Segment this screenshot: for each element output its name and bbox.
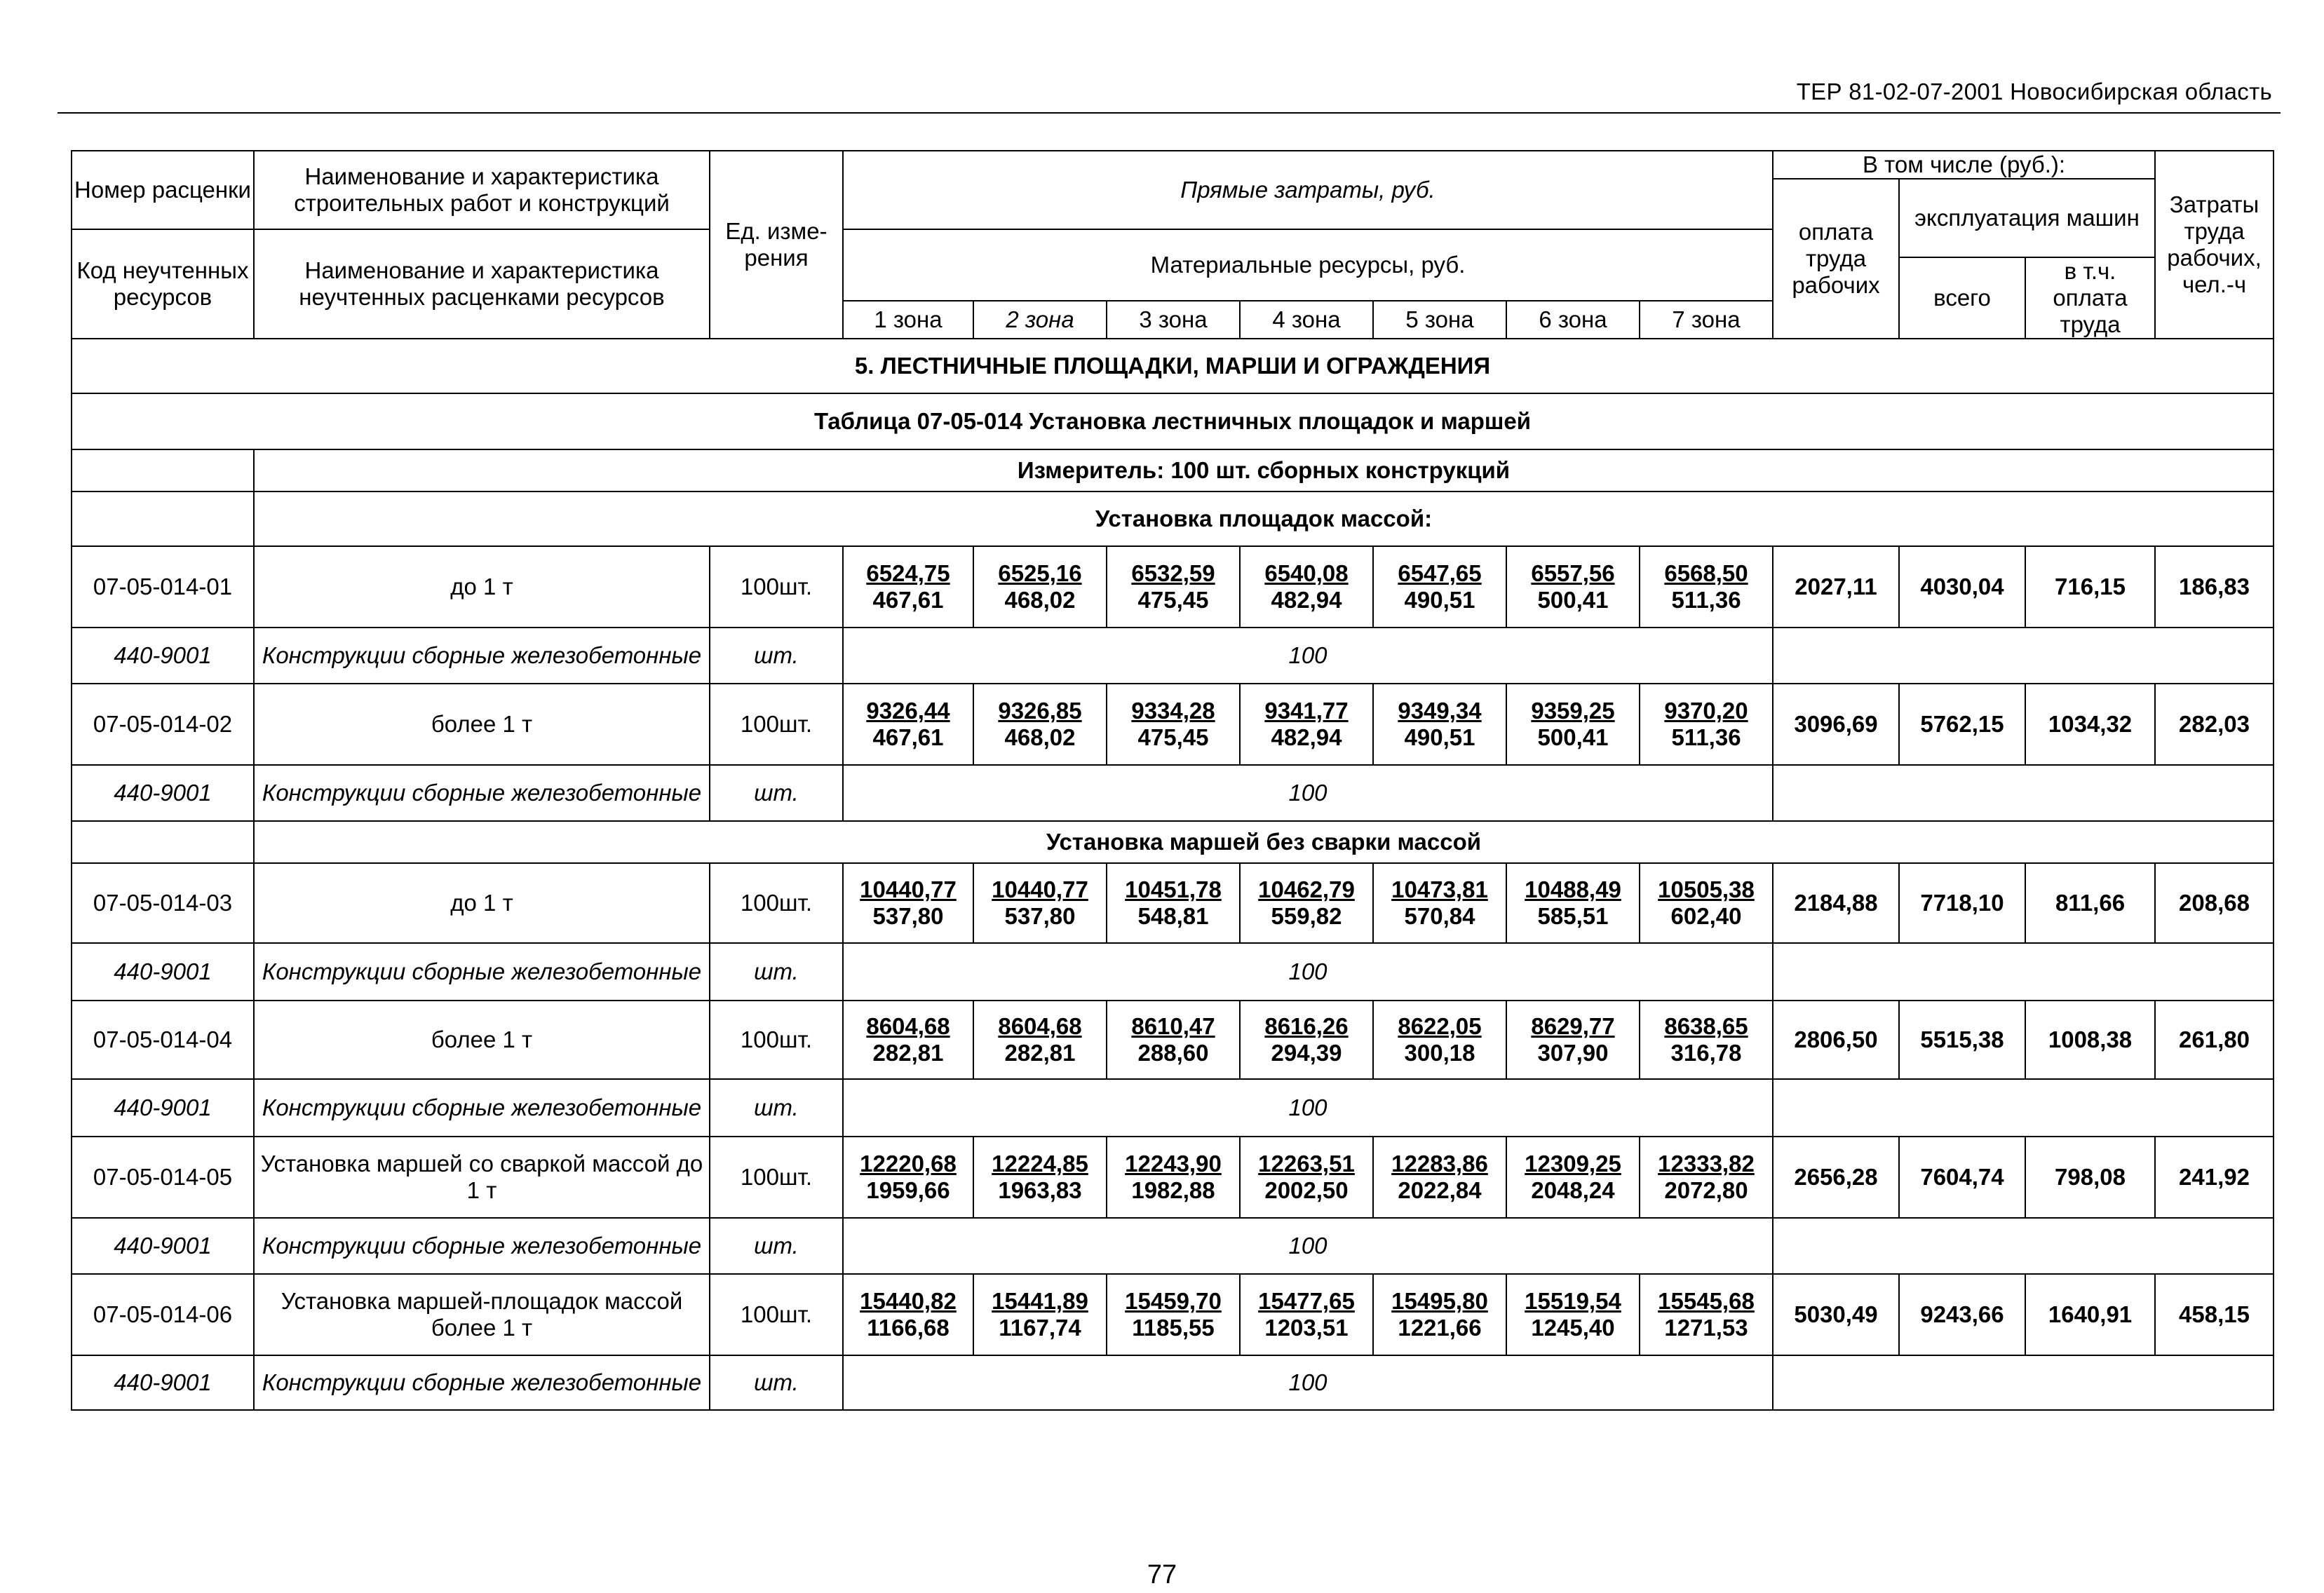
labor-pay: 2027,11 [1773,546,1899,628]
resource-unit: шт. [710,628,843,684]
machines-total: 9243,66 [1899,1274,2025,1355]
price-zone-4: 15477,65 1203,51 [1240,1274,1373,1355]
rate-unit: 100шт. [710,1001,843,1079]
resource-name: Конструкции сборные железобетонные [254,1355,710,1410]
labor-hours: 261,80 [2155,1001,2274,1079]
section-title: 5. ЛЕСТНИЧНЫЕ ПЛОЩАДКИ, МАРШИ И ОГРАЖДЕНИЯ [72,339,2274,393]
resource-qty: 100 [843,943,1773,1001]
resource-qty: 100 [843,1355,1773,1410]
price-zone-2: 15441,89 1167,74 [973,1274,1107,1355]
col-header-number: Номер расценки [72,151,254,229]
rate-name: более 1 т [254,684,710,765]
empty-cell [1773,628,2274,684]
price-zone-4: 6540,08 482,94 [1240,546,1373,628]
resource-unit: шт. [710,1355,843,1410]
rate-unit: 100шт. [710,863,843,943]
col-header-resource-code: Код неучтенных ресурсов [72,229,254,339]
col-header-name: Наименование и характеристика строительных работ и конструкций [254,151,710,229]
labor-pay: 2184,88 [1773,863,1899,943]
price-zone-3: 6532,59 475,45 [1107,546,1240,628]
measurer: Измеритель: 100 шт. сборных конструкций [254,449,2274,492]
table-row [72,1001,2274,1079]
rate-name: Установка маршей-площадок массой более 1 т [254,1274,710,1355]
col-header-labor-cost: Затраты труда рабочих, чел.-ч [2155,151,2274,339]
price-zone-5: 15495,80 1221,66 [1373,1274,1506,1355]
machines-labor: 716,15 [2025,546,2155,628]
col-header-machines-incl: в т.ч. оплата труда [2025,257,2155,339]
labor-hours: 458,15 [2155,1274,2274,1355]
price-zone-3: 9334,28 475,45 [1107,684,1240,765]
rate-code: 07-05-014-01 [72,546,254,628]
resource-row [72,1218,2274,1274]
resource-unit: шт. [710,943,843,1001]
machines-total: 7604,74 [1899,1137,2025,1218]
price-zone-7: 9370,20 511,36 [1640,684,1773,765]
price-zone-4: 10462,79 559,82 [1240,863,1373,943]
resource-qty: 100 [843,1218,1773,1274]
price-zone-5: 8622,05 300,18 [1373,1001,1506,1079]
col-header-incl: В том числе (руб.): [1773,151,2155,179]
zone-header: 3 зона [1107,301,1240,339]
resource-qty: 100 [843,628,1773,684]
labor-hours: 208,68 [2155,863,2274,943]
zone-header: 1 зона [843,301,973,339]
table-row [72,546,2274,628]
price-zone-7: 10505,38 602,40 [1640,863,1773,943]
empty-cell [1773,1079,2274,1137]
price-zone-7: 15545,68 1271,53 [1640,1274,1773,1355]
price-zone-6: 15519,54 1245,40 [1506,1274,1640,1355]
machines-total: 5762,15 [1899,684,2025,765]
col-header-resource-name: Наименование и характеристика неучтенных расценками ресурсов [254,229,710,339]
machines-labor: 1034,32 [2025,684,2155,765]
rate-name: до 1 т [254,546,710,628]
group-title: Установка маршей без сварки массой [254,821,2274,863]
price-zone-5: 9349,34 490,51 [1373,684,1506,765]
empty-cell [1773,943,2274,1001]
price-zone-1: 10440,77 537,80 [843,863,973,943]
rate-code: 07-05-014-02 [72,684,254,765]
rate-name: Установка маршей со сваркой массой до 1 т [254,1137,710,1218]
resource-row [72,765,2274,821]
empty-cell [1773,765,2274,821]
rate-name: до 1 т [254,863,710,943]
resource-code: 440-9001 [72,1079,254,1137]
table-row [72,863,2274,943]
col-header-labor-pay: оплата труда рабочих [1773,179,1899,339]
labor-pay: 5030,49 [1773,1274,1899,1355]
zone-header: 4 зона [1240,301,1373,339]
resource-unit: шт. [710,765,843,821]
rate-name: более 1 т [254,1001,710,1079]
zone-header: 5 зона [1373,301,1506,339]
col-header-material: Материальные ресурсы, руб. [843,229,1773,301]
rate-code: 07-05-014-05 [72,1137,254,1218]
price-zone-6: 8629,77 307,90 [1506,1001,1640,1079]
price-zone-1: 6524,75 467,61 [843,546,973,628]
machines-total: 5515,38 [1899,1001,2025,1079]
zone-header: 6 зона [1506,301,1640,339]
resource-row [72,1355,2274,1410]
resource-unit: шт. [710,1218,843,1274]
price-zone-2: 6525,16 468,02 [973,546,1107,628]
labor-pay: 3096,69 [1773,684,1899,765]
resource-qty: 100 [843,765,1773,821]
resource-row [72,943,2274,1001]
resource-name: Конструкции сборные железобетонные [254,1079,710,1137]
rate-code: 07-05-014-06 [72,1274,254,1355]
price-zone-6: 12309,25 2048,24 [1506,1137,1640,1218]
machines-total: 4030,04 [1899,546,2025,628]
empty-cell [72,492,254,546]
table-title: Таблица 07-05-014 Установка лестничных площадок и маршей [72,393,2274,449]
header-rule [58,112,2281,114]
machines-labor: 798,08 [2025,1137,2155,1218]
price-zone-6: 9359,25 500,41 [1506,684,1640,765]
price-zone-7: 12333,82 2072,80 [1640,1137,1773,1218]
price-zone-5: 10473,81 570,84 [1373,863,1506,943]
zone-header: 2 зона [973,301,1107,339]
machines-labor: 1008,38 [2025,1001,2155,1079]
resource-name: Конструкции сборные железобетонные [254,765,710,821]
price-zone-7: 8638,65 316,78 [1640,1001,1773,1079]
labor-hours: 282,03 [2155,684,2274,765]
labor-pay: 2656,28 [1773,1137,1899,1218]
labor-hours: 241,92 [2155,1137,2274,1218]
resource-code: 440-9001 [72,628,254,684]
table-row [72,1274,2274,1355]
rate-unit: 100шт. [710,684,843,765]
col-header-machines: эксплуатация машин [1899,179,2155,257]
price-zone-6: 10488,49 585,51 [1506,863,1640,943]
zone-header: 7 зона [1640,301,1773,339]
rate-unit: 100шт. [710,1137,843,1218]
price-zone-2: 12224,85 1963,83 [973,1137,1107,1218]
resource-qty: 100 [843,1079,1773,1137]
price-zone-1: 12220,68 1959,66 [843,1137,973,1218]
price-zone-4: 8616,26 294,39 [1240,1001,1373,1079]
rate-code: 07-05-014-04 [72,1001,254,1079]
price-zone-3: 12243,90 1982,88 [1107,1137,1240,1218]
rate-unit: 100шт. [710,1274,843,1355]
resource-name: Конструкции сборные железобетонные [254,1218,710,1274]
machines-total: 7718,10 [1899,863,2025,943]
rate-unit: 100шт. [710,546,843,628]
price-zone-1: 8604,68 282,81 [843,1001,973,1079]
col-header-direct-costs: Прямые затраты, руб. [843,151,1773,229]
resource-code: 440-9001 [72,765,254,821]
resource-row [72,1079,2274,1137]
price-zone-6: 6557,56 500,41 [1506,546,1640,628]
price-zone-1: 15440,82 1166,68 [843,1274,973,1355]
empty-cell [72,449,254,492]
table-row [72,1137,2274,1218]
empty-cell [1773,1218,2274,1274]
machines-labor: 811,66 [2025,863,2155,943]
page-number: 77 [1147,1560,1177,1589]
price-zone-7: 6568,50 511,36 [1640,546,1773,628]
labor-pay: 2806,50 [1773,1001,1899,1079]
group-title: Установка площадок массой: [254,492,2274,546]
resource-code: 440-9001 [72,943,254,1001]
price-zone-2: 10440,77 537,80 [973,863,1107,943]
resource-code: 440-9001 [72,1218,254,1274]
resource-code: 440-9001 [72,1355,254,1410]
price-zone-5: 12283,86 2022,84 [1373,1137,1506,1218]
price-zone-3: 10451,78 548,81 [1107,863,1240,943]
col-header-machines-total: всего [1899,257,2025,339]
price-zone-2: 9326,85 468,02 [973,684,1107,765]
document-header: ТЕР 81-02-07-2001 Новосибирская область [1796,79,2272,104]
empty-cell [1773,1355,2274,1410]
col-header-unit: Ед. изме-рения [710,151,843,339]
price-zone-4: 9341,77 482,94 [1240,684,1373,765]
empty-cell [72,821,254,863]
rates-table [71,150,2274,1411]
resource-row [72,628,2274,684]
price-zone-3: 8610,47 288,60 [1107,1001,1240,1079]
price-zone-2: 8604,68 282,81 [973,1001,1107,1079]
price-zone-5: 6547,65 490,51 [1373,546,1506,628]
resource-name: Конструкции сборные железобетонные [254,943,710,1001]
price-zone-4: 12263,51 2002,50 [1240,1137,1373,1218]
price-zone-3: 15459,70 1185,55 [1107,1274,1240,1355]
rate-code: 07-05-014-03 [72,863,254,943]
resource-unit: шт. [710,1079,843,1137]
price-zone-1: 9326,44 467,61 [843,684,973,765]
table-row [72,684,2274,765]
resource-name: Конструкции сборные железобетонные [254,628,710,684]
labor-hours: 186,83 [2155,546,2274,628]
machines-labor: 1640,91 [2025,1274,2155,1355]
